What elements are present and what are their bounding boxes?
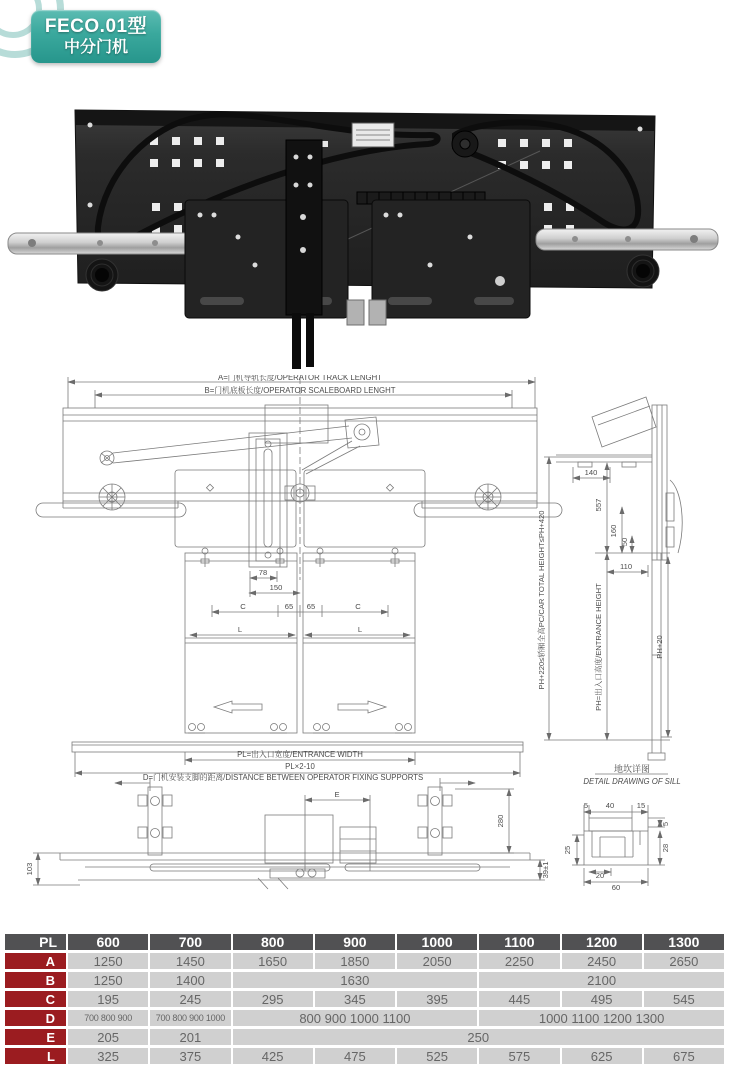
dim-78: 78 xyxy=(258,568,268,577)
column-header: 1200 xyxy=(562,934,642,950)
row-label: A xyxy=(5,953,66,969)
table-cell: 675 xyxy=(644,1048,724,1064)
table-cell: 545 xyxy=(644,991,724,1007)
sill-detail xyxy=(572,774,668,886)
table-cell: 2650 xyxy=(644,953,724,969)
sill-dim-60: 60 xyxy=(611,883,621,892)
dim-c-right: C xyxy=(355,602,361,611)
row-label: C xyxy=(5,991,66,1007)
sill-dim-5b: 5 xyxy=(661,821,670,827)
table-cell: 445 xyxy=(479,991,559,1007)
sill-title-en: DETAIL DRAWING OF SILL xyxy=(583,777,681,786)
table-cell: 245 xyxy=(150,991,230,1007)
table-cell: 1450 xyxy=(150,953,230,969)
side-view xyxy=(544,397,682,760)
door-open-arrow-left xyxy=(214,701,262,713)
row-label: D xyxy=(5,1010,66,1026)
table-cell: 2050 xyxy=(397,953,477,969)
dim-280: 280 xyxy=(496,814,505,828)
column-header: 1100 xyxy=(479,934,559,950)
dim-150: 150 xyxy=(269,583,283,592)
door-guides xyxy=(188,724,412,734)
dim-c-left: C xyxy=(240,602,246,611)
table-cell: 195 xyxy=(68,991,148,1007)
column-header: 700 xyxy=(150,934,230,950)
dim-e: E xyxy=(334,790,340,799)
pl-header: PL xyxy=(5,934,66,950)
sill-dim-15: 15 xyxy=(636,801,646,810)
table-cell: 250 xyxy=(233,1029,725,1045)
dim-65-right: 65 xyxy=(306,602,316,611)
table-cell: 700 800 900 xyxy=(68,1010,148,1026)
hatched-pulley-right xyxy=(475,484,501,510)
table-cell: 2100 xyxy=(479,972,724,988)
column-header: 900 xyxy=(315,934,395,950)
door-operator-photo-illustration xyxy=(0,85,729,370)
dim-label-b: B=门机底板长度/OPERATOR SCALEBOARD LENGHT xyxy=(204,386,396,395)
dim-label-d: D=门机安装支脚的距离/DISTANCE BETWEEN OPERATOR FIXING SUPPORTS xyxy=(142,773,424,782)
table-cell: 375 xyxy=(150,1048,230,1064)
product-photo xyxy=(0,85,729,370)
table-cell: 1650 xyxy=(233,953,313,969)
table-cell: 2450 xyxy=(562,953,642,969)
dimension-drawing xyxy=(0,375,729,923)
dim-39: 39±1 xyxy=(541,861,550,879)
table-cell: 1850 xyxy=(315,953,395,969)
table-cell: 525 xyxy=(397,1048,477,1064)
model-name: FECO.01型 xyxy=(44,16,148,37)
dim-l-left: L xyxy=(237,625,243,634)
front-view xyxy=(36,377,562,777)
table-row xyxy=(5,1048,724,1064)
table-cell: 1400 xyxy=(150,972,230,988)
door-open-arrow-right xyxy=(338,701,386,713)
dim-110: 110 xyxy=(619,562,633,571)
dim-557: 557 xyxy=(594,498,603,512)
column-header: 600 xyxy=(68,934,148,950)
column-header: 1300 xyxy=(644,934,724,950)
table-cell: 495 xyxy=(562,991,642,1007)
spec-table xyxy=(3,931,726,1067)
fixing-support-view xyxy=(33,778,545,889)
table-row xyxy=(5,972,724,988)
center-mechanism xyxy=(286,140,322,315)
column-header: 800 xyxy=(233,934,313,950)
sill-dim-20: 20 xyxy=(595,871,605,880)
sill-dim-25: 25 xyxy=(563,845,572,855)
table-cell: 425 xyxy=(233,1048,313,1064)
table-cell: 475 xyxy=(315,1048,395,1064)
row-label: B xyxy=(5,972,66,988)
sill-dim-40: 40 xyxy=(605,801,615,810)
spec-table-section xyxy=(3,931,726,1067)
hatched-pulley-left xyxy=(99,484,125,510)
table-cell: 700 800 900 1000 xyxy=(150,1010,230,1026)
table-row xyxy=(5,1010,724,1026)
table-cell: 625 xyxy=(562,1048,642,1064)
dim-label-pl2: PL×2-10 xyxy=(285,762,315,771)
sill-dim-28: 28 xyxy=(661,843,670,853)
sill-title-cn: 地坎详图 xyxy=(613,764,651,774)
dim-50: 50 xyxy=(620,537,629,547)
table-row xyxy=(5,991,724,1007)
table-cell: 1630 xyxy=(233,972,478,988)
table-cell: 345 xyxy=(315,991,395,1007)
dim-ph20: PH+20 xyxy=(655,635,664,659)
table-cell: 205 xyxy=(68,1029,148,1045)
model-badge xyxy=(31,10,161,63)
table-cell: 1250 xyxy=(68,953,148,969)
table-cell: 395 xyxy=(397,991,477,1007)
dim-160: 160 xyxy=(609,524,618,538)
table-row xyxy=(5,953,724,969)
table-cell: 575 xyxy=(479,1048,559,1064)
model-type: 中分门机 xyxy=(63,39,128,56)
table-header-row xyxy=(5,934,724,950)
row-label: E xyxy=(5,1029,66,1045)
technical-drawings xyxy=(0,375,729,923)
table-cell: 295 xyxy=(233,991,313,1007)
dim-label-a: A=门机导轨长度/OPERATOR TRACK LENGHT xyxy=(218,375,382,382)
table-cell: 201 xyxy=(150,1029,230,1045)
dim-label-pl: PL=出入口宽度/ENTRANCE WIDTH xyxy=(237,750,363,759)
dim-65-left: 65 xyxy=(284,602,294,611)
table-cell: 325 xyxy=(68,1048,148,1064)
table-cell: 1250 xyxy=(68,972,148,988)
label-entrance-height: PH=出入口高度/ENTRANCE HEIGHT xyxy=(594,583,603,711)
table-cell: 1000 1100 1200 1300 xyxy=(479,1010,724,1026)
table-row xyxy=(5,1029,724,1045)
column-header: 1000 xyxy=(397,934,477,950)
sill-dim-5a: 5 xyxy=(583,801,589,810)
table-cell: 800 900 1000 1100 xyxy=(233,1010,478,1026)
label-car-height: PH+220≤轿厢全高PC/CAR TOTAL HEIGHT≤PH+420 xyxy=(537,510,546,690)
dim-103: 103 xyxy=(25,862,34,876)
dim-l-right: L xyxy=(357,625,363,634)
table-cell: 2250 xyxy=(479,953,559,969)
row-label: L xyxy=(5,1048,66,1064)
dim-140: 140 xyxy=(584,468,598,477)
